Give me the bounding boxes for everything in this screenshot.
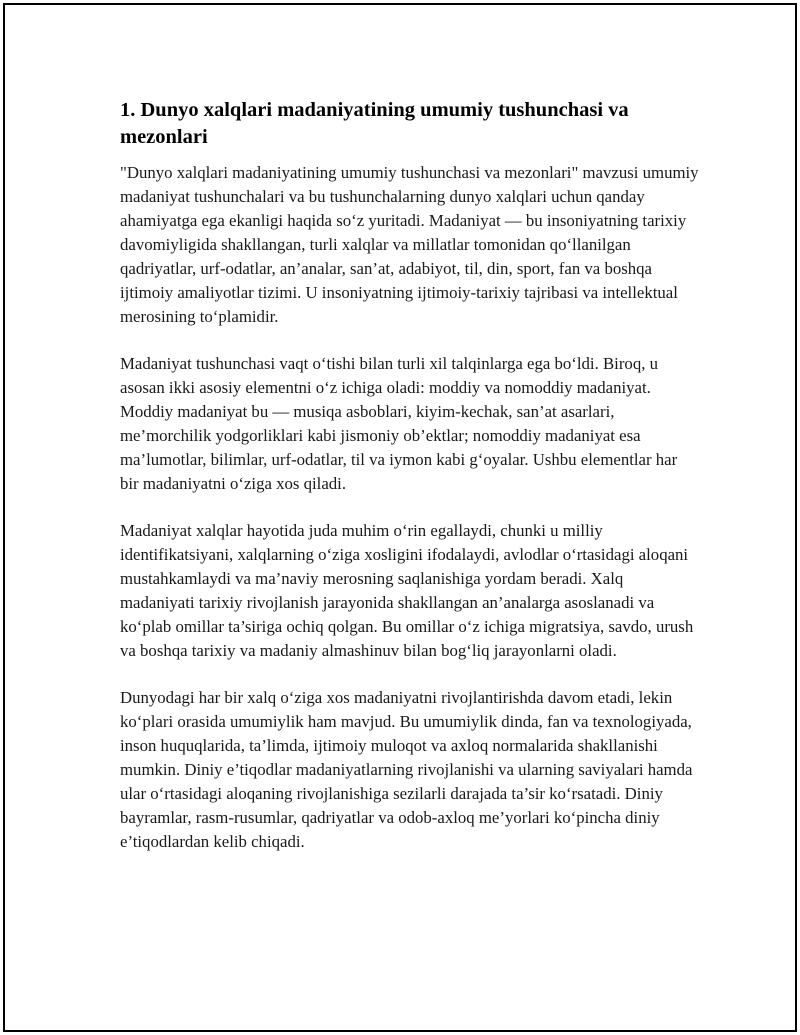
- document-title: 1. Dunyo xalqlari madaniyatining umumiy tushunchasi va mezonlari: [120, 99, 629, 148]
- document-body: [120, 97, 700, 877]
- paragraph: Madaniyat tushunchasi vaqt o‘tishi bilan turli xil talqinlarga ega bo‘ldi. Biroq, u asosan ikki asosiy elementni o‘z ichiga oladi: moddiy va nomoddiy madaniyat. Moddiy madaniyat bu — musiqa asboblari, kiyim-kechak, san’at asarlari, me’morchilik yodgorliklari kabi jismoniy ob’ektlar; nomoddiy madaniyat esa ma’lumotlar, bilimlar, urf-odatlar, til va iymon kabi g‘oyalar. Ushbu elementlar har bir madaniyatni o‘ziga xos qiladi.: [120, 354, 678, 493]
- page-frame: [3, 3, 797, 1032]
- paragraph: Dunyodagi har bir xalq o‘ziga xos madaniyatni rivojlantirishda davom etadi, lekin ko‘plari orasida umumiylik ham mavjud. Bu umumiylik dinda, fan va texnologiyada, inson huquqlarida, ta’limda, ijtimoiy muloqot va axloq normalarida shakllanishi mumkin. Diniy e’tiqodlar madaniyatlarning rivojlanishi va ularning saviyalari hamda ular o‘rtasidagi aloqaning rivojlanishiga sezilarli darajada ta’sir ko‘rsatadi. Diniy bayramlar, rasm-rusumlar, qadriyatlar va odob-axloq me’yorlari ko‘pincha diniy e’tiqodlardan kelib chiqadi.: [120, 688, 693, 851]
- paragraph: "Dunyo xalqlari madaniyatining umumiy tushunchasi va mezonlari" mavzusi umumiy madaniyat tushunchalari va bu tushunchalarning dunyo xalqlari uchun qanday ahamiyatga ega ekanligi haqida so‘z yuritadi. Madaniyat — bu insoniyatning tarixiy davomiyligida shakllangan, turli xalqlar va millatlar tomonidan qo‘llanilgan qadriyatlar, urf-odatlar, an’analar, san’at, adabiyot, til, din, sport, fan va boshqa ijtimoiy amaliyotlar tizimi. U insoniyatning ijtimoiy-tarixiy tajribasi va intellektual merosining to‘plamidir.: [120, 163, 699, 326]
- paragraph: Madaniyat xalqlar hayotida juda muhim o‘rin egallaydi, chunki u milliy identifikatsiyani, xalqlarning o‘ziga xosligini ifodalaydi, avlodlar o‘rtasidagi aloqani mustahkamlaydi va ma’naviy merosning saqlanishiga yordam beradi. Xalq madaniyati tarixiy rivojlanish jarayonida shakllangan an’analarga asoslanadi va ko‘plab omillar ta’siriga ochiq qolgan. Bu omillar o‘z ichiga migratsiya, savdo, urush va boshqa tarixiy va madaniy almashinuv bilan bog‘liq jarayonlarni oladi.: [120, 521, 694, 660]
